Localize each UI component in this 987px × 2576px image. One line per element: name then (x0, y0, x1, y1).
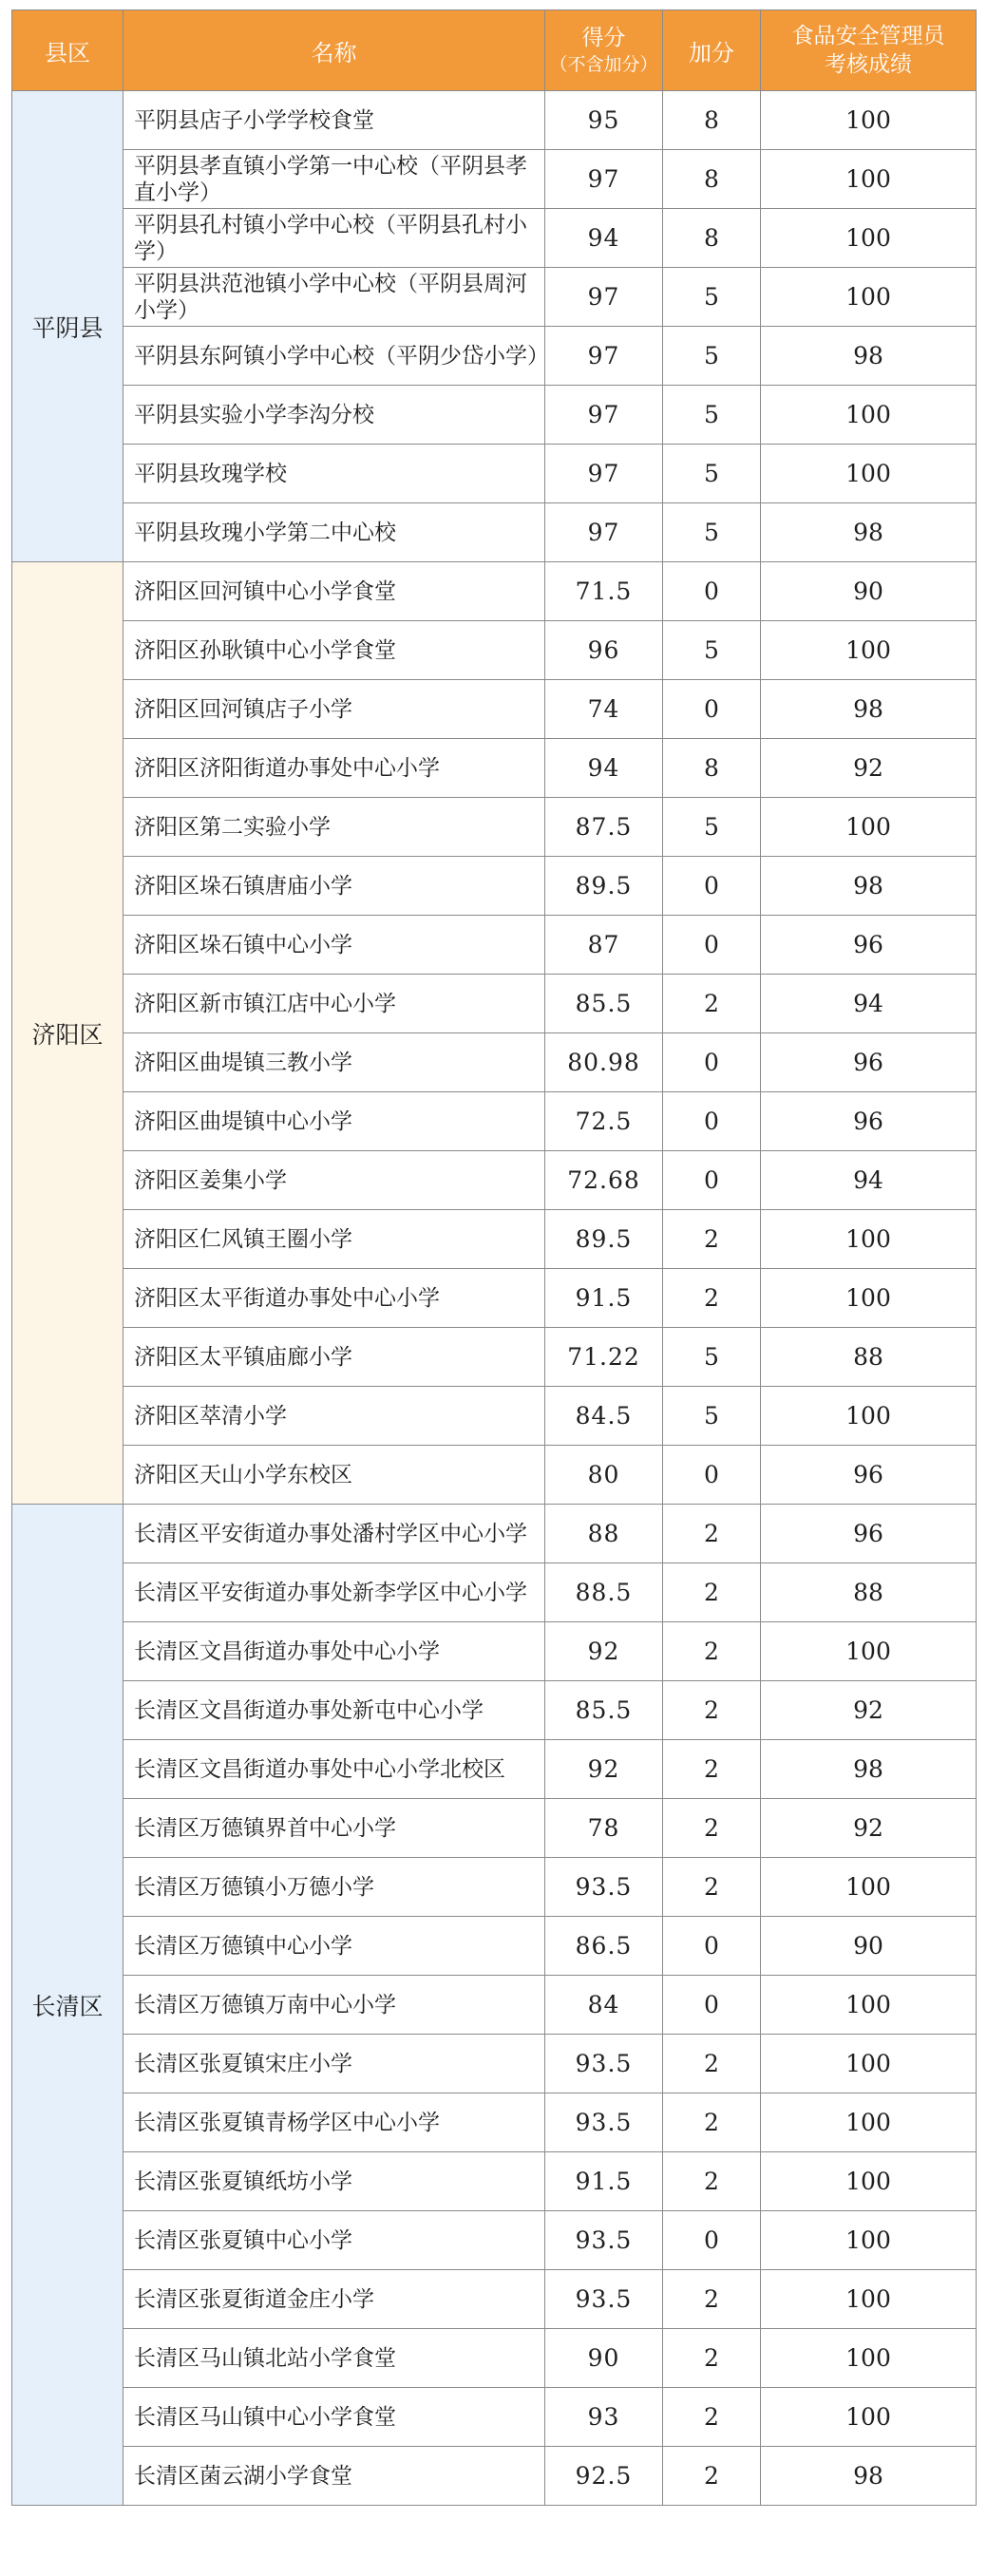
table-row (12, 1976, 977, 2035)
bonus-cell: 2 (663, 2093, 761, 2152)
header-county-label: 县区 (45, 39, 90, 66)
exam-score-cell: 100 (761, 386, 977, 445)
bonus-cell: 5 (663, 445, 761, 503)
header-exam-label: 食品安全管理员 (791, 24, 945, 48)
school-name-cell: 长清区马山镇中心小学食堂 (123, 2388, 545, 2447)
exam-score-cell: 100 (761, 1269, 977, 1328)
school-name-cell: 平阴县孝直镇小学第一中心校（平阴县孝直小学） (123, 150, 545, 209)
exam-score-cell: 98 (761, 2447, 977, 2506)
school-name-cell: 长清区万德镇万南中心小学 (123, 1976, 545, 2035)
school-name-cell: 济阳区孙耿镇中心小学食堂 (123, 621, 545, 680)
school-name-cell: 济阳区垛石镇中心小学 (123, 916, 545, 975)
school-name-cell: 济阳区新市镇江店中心小学 (123, 975, 545, 1033)
score-cell: 92.5 (545, 2447, 663, 2506)
score-cell: 97 (545, 268, 663, 327)
school-name-cell: 平阴县店子小学学校食堂 (123, 91, 545, 150)
table-row (12, 503, 977, 562)
table-row (12, 2211, 977, 2270)
score-cell: 71.22 (545, 1328, 663, 1387)
table-row (12, 1446, 977, 1505)
exam-score-cell: 100 (761, 1210, 977, 1269)
score-cell: 93 (545, 2388, 663, 2447)
exam-score-cell: 98 (761, 680, 977, 739)
exam-score-cell: 96 (761, 1446, 977, 1505)
exam-score-cell: 92 (761, 1681, 977, 1740)
table-row (12, 2329, 977, 2388)
school-name-cell: 长清区平安街道办事处新李学区中心小学 (123, 1563, 545, 1622)
table-row (12, 916, 977, 975)
score-cell: 93.5 (545, 2270, 663, 2329)
bonus-cell: 5 (663, 1328, 761, 1387)
school-name-cell: 济阳区曲堤镇三教小学 (123, 1033, 545, 1092)
bonus-cell: 2 (663, 1563, 761, 1622)
bonus-cell: 2 (663, 1681, 761, 1740)
exam-score-cell: 94 (761, 1151, 977, 1210)
table-row (12, 2152, 977, 2211)
table-row (12, 1622, 977, 1681)
table-row (12, 739, 977, 798)
score-cell: 92 (545, 1622, 663, 1681)
school-name-cell: 长清区张夏街道金庄小学 (123, 2270, 545, 2329)
school-name-cell: 长清区张夏镇青杨学区中心小学 (123, 2093, 545, 2152)
school-name-cell: 济阳区萃清小学 (123, 1387, 545, 1446)
table-row (12, 1210, 977, 1269)
score-cell: 89.5 (545, 857, 663, 916)
bonus-cell: 2 (663, 1799, 761, 1858)
score-cell: 71.5 (545, 562, 663, 621)
school-name-cell: 济阳区姜集小学 (123, 1151, 545, 1210)
school-name-cell: 平阴县玫瑰学校 (123, 445, 545, 503)
bonus-cell: 5 (663, 268, 761, 327)
bonus-cell: 0 (663, 916, 761, 975)
table-row (12, 445, 977, 503)
exam-score-cell: 100 (761, 445, 977, 503)
score-table-sheet (11, 9, 976, 2506)
bonus-cell: 2 (663, 2329, 761, 2388)
school-canteen-score-table (11, 9, 977, 2506)
score-cell: 97 (545, 445, 663, 503)
table-row (12, 2270, 977, 2329)
score-cell: 88 (545, 1505, 663, 1563)
score-cell: 78 (545, 1799, 663, 1858)
bonus-cell: 8 (663, 91, 761, 150)
bonus-cell: 0 (663, 1092, 761, 1151)
exam-score-cell: 100 (761, 2388, 977, 2447)
score-cell: 97 (545, 327, 663, 386)
exam-score-cell: 92 (761, 1799, 977, 1858)
table-row (12, 621, 977, 680)
score-cell: 92 (545, 1740, 663, 1799)
header-bonus-label: 加分 (689, 39, 734, 66)
table-row (12, 2093, 977, 2152)
score-cell: 74 (545, 680, 663, 739)
table-row (12, 91, 977, 150)
bonus-cell: 2 (663, 1505, 761, 1563)
exam-score-cell: 88 (761, 1328, 977, 1387)
school-name-cell: 济阳区回河镇中心小学食堂 (123, 562, 545, 621)
exam-score-cell: 100 (761, 2035, 977, 2093)
exam-score-cell: 96 (761, 1033, 977, 1092)
table-row (12, 386, 977, 445)
score-cell: 93.5 (545, 2093, 663, 2152)
school-name-cell: 平阴县东阿镇小学中心校（平阴少岱小学） (123, 327, 545, 386)
score-cell: 87.5 (545, 798, 663, 857)
table-row (12, 1917, 977, 1976)
score-cell: 72.5 (545, 1092, 663, 1151)
bonus-cell: 2 (663, 2035, 761, 2093)
county-cell: 济阳区 (12, 562, 123, 1505)
county-cell: 长清区 (12, 1505, 123, 2506)
exam-score-cell: 100 (761, 150, 977, 209)
exam-score-cell: 100 (761, 2270, 977, 2329)
exam-score-cell: 90 (761, 1917, 977, 1976)
exam-score-cell: 100 (761, 2329, 977, 2388)
bonus-cell: 2 (663, 2152, 761, 2211)
bonus-cell: 0 (663, 2211, 761, 2270)
school-name-cell: 平阴县孔村镇小学中心校（平阴县孔村小学） (123, 209, 545, 268)
header-score-label: 得分 (581, 26, 626, 50)
school-name-cell: 长清区万德镇界首中心小学 (123, 1799, 545, 1858)
bonus-cell: 0 (663, 857, 761, 916)
table-row (12, 857, 977, 916)
table-row (12, 2447, 977, 2506)
table-row (12, 150, 977, 209)
school-name-cell: 长清区张夏镇宋庄小学 (123, 2035, 545, 2093)
bonus-cell: 2 (663, 1622, 761, 1681)
score-cell: 93.5 (545, 2035, 663, 2093)
table-header (12, 10, 977, 91)
score-cell: 80 (545, 1446, 663, 1505)
exam-score-cell: 96 (761, 916, 977, 975)
table-row (12, 1328, 977, 1387)
table-row (12, 209, 977, 268)
bonus-cell: 2 (663, 2447, 761, 2506)
table-row (12, 2035, 977, 2093)
score-cell: 89.5 (545, 1210, 663, 1269)
school-name-cell: 济阳区天山小学东校区 (123, 1446, 545, 1505)
school-name-cell: 长清区张夏镇纸坊小学 (123, 2152, 545, 2211)
table-row (12, 1505, 977, 1563)
exam-score-cell: 100 (761, 1622, 977, 1681)
school-name-cell: 平阴县洪范池镇小学中心校（平阴县周河小学） (123, 268, 545, 327)
table-row (12, 1387, 977, 1446)
score-cell: 88.5 (545, 1563, 663, 1622)
score-cell: 97 (545, 503, 663, 562)
school-name-cell: 长清区文昌街道办事处中心小学 (123, 1622, 545, 1681)
bonus-cell: 2 (663, 1858, 761, 1917)
table-row (12, 1681, 977, 1740)
school-name-cell: 济阳区回河镇店子小学 (123, 680, 545, 739)
bonus-cell: 0 (663, 1151, 761, 1210)
exam-score-cell: 100 (761, 1387, 977, 1446)
exam-score-cell: 90 (761, 562, 977, 621)
exam-score-cell: 100 (761, 1976, 977, 2035)
bonus-cell: 5 (663, 621, 761, 680)
header-score-note: （不含加分） (549, 54, 658, 75)
table-row (12, 1151, 977, 1210)
score-cell: 85.5 (545, 1681, 663, 1740)
table-row (12, 1269, 977, 1328)
bonus-cell: 5 (663, 1387, 761, 1446)
bonus-cell: 2 (663, 1210, 761, 1269)
school-name-cell: 长清区万德镇小万德小学 (123, 1858, 545, 1917)
exam-score-cell: 96 (761, 1092, 977, 1151)
header-bonus (663, 10, 761, 91)
table-body (12, 91, 977, 2506)
bonus-cell: 8 (663, 209, 761, 268)
school-name-cell: 长清区张夏镇中心小学 (123, 2211, 545, 2270)
exam-score-cell: 100 (761, 2093, 977, 2152)
score-cell: 96 (545, 621, 663, 680)
bonus-cell: 0 (663, 1917, 761, 1976)
exam-score-cell: 98 (761, 327, 977, 386)
bonus-cell: 2 (663, 1269, 761, 1328)
score-cell: 80.98 (545, 1033, 663, 1092)
score-cell: 87 (545, 916, 663, 975)
exam-score-cell: 92 (761, 739, 977, 798)
school-name-cell: 济阳区仁风镇王圈小学 (123, 1210, 545, 1269)
table-row (12, 2388, 977, 2447)
table-row (12, 680, 977, 739)
score-cell: 91.5 (545, 2152, 663, 2211)
school-name-cell: 平阴县实验小学李沟分校 (123, 386, 545, 445)
bonus-cell: 0 (663, 680, 761, 739)
header-row (12, 10, 977, 91)
bonus-cell: 5 (663, 503, 761, 562)
score-cell: 97 (545, 386, 663, 445)
exam-score-cell: 98 (761, 503, 977, 562)
score-cell: 93.5 (545, 2211, 663, 2270)
bonus-cell: 5 (663, 327, 761, 386)
school-name-cell: 长清区平安街道办事处潘村学区中心小学 (123, 1505, 545, 1563)
school-name-cell: 济阳区济阳街道办事处中心小学 (123, 739, 545, 798)
bonus-cell: 2 (663, 975, 761, 1033)
school-name-cell: 济阳区第二实验小学 (123, 798, 545, 857)
score-cell: 86.5 (545, 1917, 663, 1976)
bonus-cell: 8 (663, 150, 761, 209)
header-name-label: 名称 (311, 39, 357, 66)
header-exam (761, 10, 977, 91)
score-cell: 85.5 (545, 975, 663, 1033)
exam-score-cell: 100 (761, 268, 977, 327)
table-row (12, 1563, 977, 1622)
table-row (12, 1799, 977, 1858)
county-cell: 平阴县 (12, 91, 123, 562)
header-score (545, 10, 663, 91)
bonus-cell: 0 (663, 1976, 761, 2035)
school-name-cell: 济阳区太平镇庙廊小学 (123, 1328, 545, 1387)
table-row (12, 798, 977, 857)
table-row (12, 1740, 977, 1799)
school-name-cell: 济阳区垛石镇唐庙小学 (123, 857, 545, 916)
bonus-cell: 5 (663, 386, 761, 445)
exam-score-cell: 100 (761, 2152, 977, 2211)
school-name-cell: 长清区万德镇中心小学 (123, 1917, 545, 1976)
score-cell: 97 (545, 150, 663, 209)
bonus-cell: 8 (663, 739, 761, 798)
score-cell: 90 (545, 2329, 663, 2388)
bonus-cell: 0 (663, 562, 761, 621)
bonus-cell: 5 (663, 798, 761, 857)
score-cell: 84.5 (545, 1387, 663, 1446)
exam-score-cell: 100 (761, 1858, 977, 1917)
school-name-cell: 长清区文昌街道办事处中心小学北校区 (123, 1740, 545, 1799)
table-row (12, 1858, 977, 1917)
school-name-cell: 长清区马山镇北站小学食堂 (123, 2329, 545, 2388)
bonus-cell: 0 (663, 1446, 761, 1505)
table-row (12, 562, 977, 621)
header-county (12, 10, 123, 91)
score-cell: 93.5 (545, 1858, 663, 1917)
school-name-cell: 济阳区太平街道办事处中心小学 (123, 1269, 545, 1328)
school-name-cell: 长清区菌云湖小学食堂 (123, 2447, 545, 2506)
bonus-cell: 0 (663, 1033, 761, 1092)
bonus-cell: 2 (663, 2270, 761, 2329)
exam-score-cell: 98 (761, 857, 977, 916)
exam-score-cell: 94 (761, 975, 977, 1033)
table-row (12, 327, 977, 386)
exam-score-cell: 100 (761, 91, 977, 150)
school-name-cell: 长清区文昌街道办事处新屯中心小学 (123, 1681, 545, 1740)
table-row (12, 1033, 977, 1092)
score-cell: 94 (545, 739, 663, 798)
exam-score-cell: 100 (761, 2211, 977, 2270)
exam-score-cell: 100 (761, 621, 977, 680)
score-cell: 94 (545, 209, 663, 268)
table-row (12, 1092, 977, 1151)
table-row (12, 268, 977, 327)
school-name-cell: 济阳区曲堤镇中心小学 (123, 1092, 545, 1151)
score-cell: 95 (545, 91, 663, 150)
score-cell: 84 (545, 1976, 663, 2035)
bonus-cell: 2 (663, 1740, 761, 1799)
score-cell: 72.68 (545, 1151, 663, 1210)
exam-score-cell: 98 (761, 1740, 977, 1799)
exam-score-cell: 88 (761, 1563, 977, 1622)
header-exam-sublabel: 考核成绩 (825, 52, 912, 77)
header-name (123, 10, 545, 91)
table-row (12, 975, 977, 1033)
score-cell: 91.5 (545, 1269, 663, 1328)
bonus-cell: 2 (663, 2388, 761, 2447)
exam-score-cell: 96 (761, 1505, 977, 1563)
exam-score-cell: 100 (761, 798, 977, 857)
school-name-cell: 平阴县玫瑰小学第二中心校 (123, 503, 545, 562)
exam-score-cell: 100 (761, 209, 977, 268)
